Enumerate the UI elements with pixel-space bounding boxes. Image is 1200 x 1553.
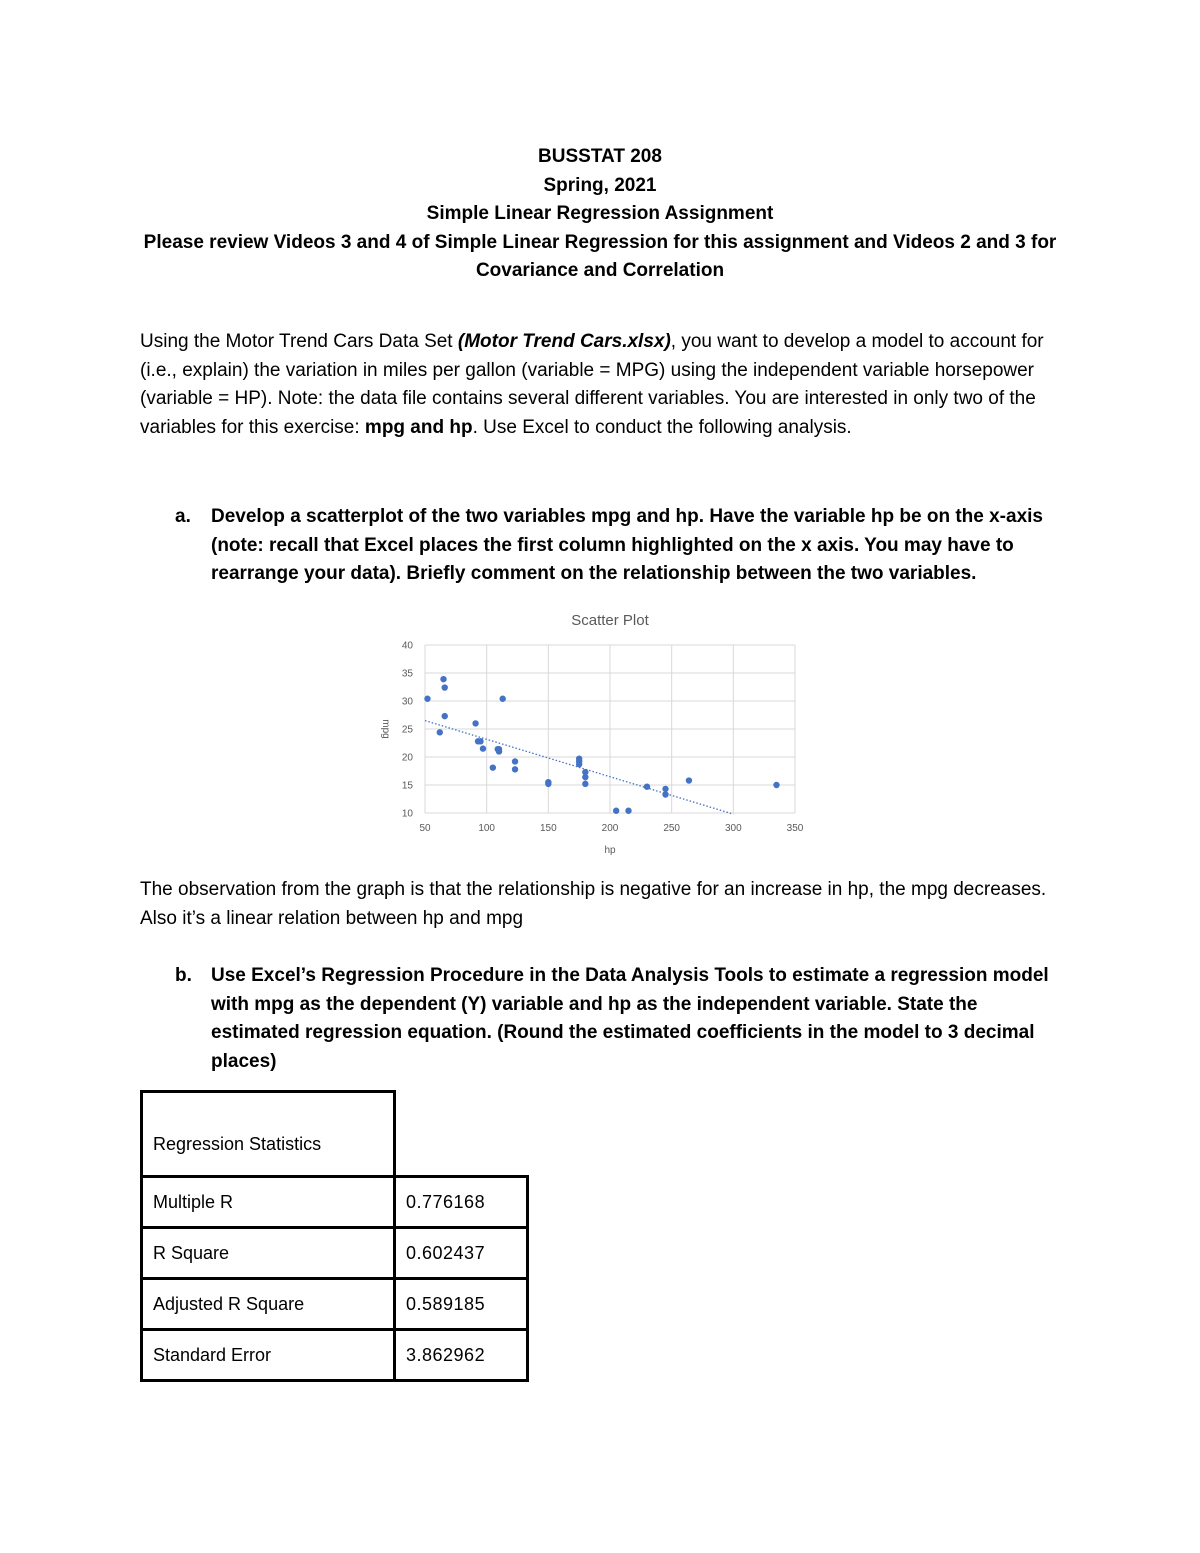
table-row [142,1228,528,1279]
regression-statistics-table [140,1090,529,1382]
data-point [442,684,448,690]
question-a-text: Develop a scatterplot of the two variables mpg and hp. Have the variable hp be on the x-axis (note: recall that Excel places the first column highlighted on the x axis. You may have to rearrange your data). Briefly comment on the relationship between the two variables. [211,506,1043,584]
x-tick-label: 300 [724,823,742,834]
data-point [613,808,619,814]
x-tick-label: 250 [663,823,681,834]
y-tick-label: 30 [401,696,413,708]
x-tick-label: 350 [786,823,804,834]
data-point [625,808,631,814]
document-header [140,143,1060,286]
question-b [175,962,1055,1076]
x-tick-label: 100 [478,823,496,834]
data-point [644,783,650,789]
data-point [773,782,779,788]
stat-label: R Square [142,1228,395,1279]
data-point [480,745,486,751]
table-row [142,1279,528,1330]
x-tick-label: 150 [539,823,557,834]
stat-label: Adjusted R Square [142,1279,395,1330]
table-row [142,1177,528,1228]
data-point [424,696,430,702]
data-point [545,781,551,787]
data-point [662,791,668,797]
stat-label: Standard Error [142,1330,395,1381]
data-point [662,786,668,792]
intro-part2: , you want to develop a model to account for (i.e., explain) the variation in miles per gallon (variable = MPG) using the independent variable horsepower (variable = HP). Note: the data file contains several different variables. You are interested in only two of the variables for this exercise: [140,331,1044,438]
review-instruction: Please review Videos 3 and 4 of Simple Linear Regression for this assignment and Videos 2 and 3 for Covariance and Correlation [143,231,1057,281]
data-point [582,769,588,775]
y-tick-label: 20 [401,752,413,764]
table-row [142,1330,528,1381]
question-b-label: b. [175,965,192,986]
intro-variables: mpg and hp [364,416,473,438]
data-point [500,696,506,702]
question-a-label: a. [175,506,191,527]
assignment-title: Simple Linear Regression Assignment [426,203,774,224]
intro-part3: . Use Excel to conduct the following analysis. [472,416,852,438]
x-axis-label: hp [604,845,616,856]
table-header: Regression Statistics [142,1092,395,1177]
data-file-name: (Motor Trend Cars.xlsx) [457,331,671,352]
data-point [440,676,446,682]
stat-value: 3.862962 [406,1344,486,1365]
data-point [477,738,483,744]
data-point [437,729,443,735]
data-point [442,713,448,719]
chart-title: Scatter Plot [571,612,649,629]
data-point [512,766,518,772]
table-header-row [142,1092,528,1177]
x-tick-label: 200 [601,823,619,834]
stat-value: 0.589185 [406,1293,486,1314]
question-a [175,503,1055,589]
y-tick-label: 10 [401,808,413,820]
intro-part1: Using the Motor Trend Cars Data Set [140,331,458,352]
data-point [576,755,582,761]
data-point [495,746,501,752]
stat-value: 0.602437 [406,1242,486,1263]
question-b-text: Use Excel’s Regression Procedure in the Data Analysis Tools to estimate a regression model with mpg as the dependent (Y) variable and hp as the independent variable. State the estimated regression equation. (Round the estimated coefficients in the model to 3 decimal places) [211,965,1049,1072]
y-axis-label: mpg [380,719,391,739]
y-tick-label: 40 [401,640,413,652]
intro-paragraph [140,328,1055,442]
data-point [512,758,518,764]
stat-value: 0.776168 [406,1191,486,1212]
y-tick-label: 15 [401,780,413,792]
data-point [472,720,478,726]
x-tick-label: 50 [419,823,431,834]
data-point [686,777,692,783]
stat-label: Multiple R [142,1177,395,1228]
y-tick-label: 35 [401,668,413,680]
data-point [490,764,496,770]
scatter-chart [365,603,815,858]
data-point [582,781,588,787]
observation-paragraph: The observation from the graph is that the relationship is negative for an increase in hp, the mpg decreases. Also it’s a linear relation between hp and mpg [140,879,1047,929]
term: Spring, 2021 [543,174,657,196]
course-code: BUSSTAT 208 [538,146,662,167]
y-tick-label: 25 [401,724,413,736]
